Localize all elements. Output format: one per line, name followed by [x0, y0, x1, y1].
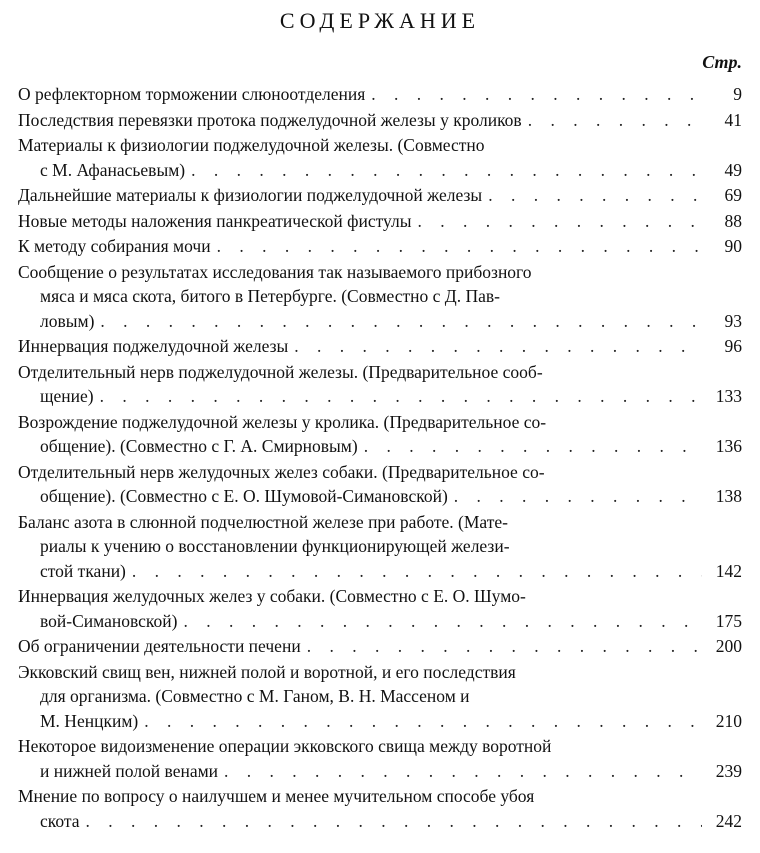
toc-page-number: 138 — [715, 486, 742, 506]
dot-leader — [217, 234, 702, 259]
toc-page-number: 136 — [715, 436, 742, 456]
toc-entry-title-line: Баланс азота в слюнной подчелюстной железе при работе. (Мате- — [18, 511, 508, 532]
toc-page-number: 90 — [724, 236, 742, 256]
toc-entry-title-line: общение). (Совместно с Е. О. Шумовой-Симановской) — [40, 486, 448, 506]
toc-entry-title-line: Материалы к физиологии поджелудочной железы. (Совместно — [18, 135, 485, 155]
toc-page-number: 200 — [715, 636, 742, 656]
dot-leader — [100, 309, 702, 334]
toc-entry-title-line: с М. Афанасьевым) — [40, 159, 186, 180]
toc-entry[interactable] — [18, 734, 742, 783]
page-column-header: Стр. — [702, 52, 742, 72]
page-title: СОДЕРЖАНИЕ — [279, 8, 481, 33]
dot-leader — [454, 484, 702, 509]
toc-page-number: 88 — [724, 210, 742, 231]
toc-entry-title-line: риалы к учению о восстановлении функционирующей желези- — [40, 536, 510, 556]
toc-entry-title-line: щение) — [40, 386, 94, 406]
dot-leader — [191, 158, 702, 183]
dot-leader — [418, 209, 702, 234]
toc-entry-title-line: Отделительный нерв желудочных желез собаки. (Предварительное со- — [18, 461, 545, 482]
toc-page-number: 69 — [724, 185, 742, 205]
toc-entry[interactable] — [18, 234, 742, 259]
toc-entry-title-line: ловым) — [40, 310, 95, 331]
toc-entry[interactable] — [18, 784, 742, 833]
toc-entry[interactable] — [18, 133, 742, 182]
toc-entry-title-line: Иннервация желудочных желез у собаки. (Совместно с Е. О. Шумо- — [18, 586, 526, 606]
dot-leader — [100, 384, 702, 409]
toc-page-number: 9 — [733, 84, 742, 104]
toc-entry-title-line: Возрождение поджелудочной железы у кролика. (Предварительное со- — [18, 411, 547, 432]
toc-entry-title-line: К методу собирания мочи — [18, 236, 211, 256]
dot-leader — [528, 108, 702, 133]
toc-page-number: 96 — [724, 336, 742, 356]
table-of-contents — [18, 82, 742, 834]
dot-leader — [364, 434, 702, 459]
toc-page-number: 242 — [715, 810, 742, 831]
toc-entry-title-line: скота — [40, 810, 80, 831]
dot-leader — [307, 634, 702, 659]
toc-entry[interactable] — [18, 460, 742, 509]
toc-entry[interactable] — [18, 108, 742, 133]
dot-leader — [294, 334, 702, 359]
toc-entry-title-line: для организма. (Совместно с М. Ганом, В. Н. Массеном и — [40, 686, 470, 706]
toc-entry-title-line: М. Ненцким) — [40, 710, 139, 731]
toc-entry[interactable] — [18, 660, 742, 734]
toc-entry[interactable] — [18, 183, 742, 208]
toc-entry-title-line: общение). (Совместно с Г. А. Смирновым) — [40, 436, 358, 456]
toc-entry-title-line: мяса и мяса скота, битого в Петербурге. (Совместно с Д. Пав- — [40, 286, 500, 306]
dot-leader — [488, 183, 702, 208]
toc-entry-title-line: Отделительный нерв поджелудочной железы. (Предварительное сооб- — [18, 361, 543, 382]
toc-entry-title-line: Сообщение о результатах исследования так называемого прибозного — [18, 261, 532, 282]
toc-page-number: 175 — [715, 610, 742, 631]
toc-page-number: 142 — [715, 560, 742, 581]
toc-entry-title-line: Иннервация поджелудочной железы — [18, 336, 289, 356]
toc-entry-title-line: Мнение по вопросу о наилучшем и менее мучительном способе убоя — [18, 786, 535, 806]
toc-entry[interactable] — [18, 82, 742, 107]
toc-entry-title-line: Экковский свищ вен, нижней полой и воротной, и его последствия — [18, 661, 516, 682]
dot-leader — [371, 82, 702, 107]
toc-page-number: 239 — [715, 760, 742, 781]
toc-entry[interactable] — [18, 510, 742, 584]
toc-entry[interactable] — [18, 584, 742, 633]
toc-entry[interactable] — [18, 360, 742, 409]
toc-entry-title-line: О рефлекторном торможении слюноотделения — [18, 84, 366, 104]
toc-entry[interactable] — [18, 634, 742, 659]
toc-entry[interactable] — [18, 410, 742, 459]
toc-entry-title-line: стой ткани) — [40, 560, 126, 581]
toc-page-number: 210 — [715, 710, 742, 731]
toc-page-number: 93 — [724, 310, 742, 331]
toc-entry-title-line: Об ограничении деятельности печени — [18, 636, 301, 656]
toc-entry-title-line: Последствия перевязки протока поджелудочной железы у кроликов — [18, 109, 522, 130]
dot-leader — [183, 609, 702, 634]
toc-entry-title-line: Дальнейшие материалы к физиологии поджелудочной железы — [18, 185, 483, 205]
toc-entry-title-line: и нижней полой венами — [40, 760, 219, 781]
dot-leader — [132, 559, 702, 584]
toc-entry[interactable] — [18, 260, 742, 334]
dot-leader — [224, 759, 702, 784]
toc-entry-title-line: Некоторое видоизменение операции экковского свища между воротной — [18, 736, 552, 756]
toc-page-number: 133 — [715, 386, 742, 406]
toc-page-number: 41 — [724, 109, 742, 130]
toc-entry-title-line: Новые методы наложения панкреатической фистулы — [18, 210, 412, 231]
toc-entry[interactable] — [18, 209, 742, 234]
dot-leader — [86, 809, 702, 834]
dot-leader — [144, 709, 702, 734]
toc-entry-title-line: вой-Симановской) — [40, 610, 178, 631]
toc-entry[interactable] — [18, 334, 742, 359]
toc-page-number: 49 — [724, 159, 742, 180]
